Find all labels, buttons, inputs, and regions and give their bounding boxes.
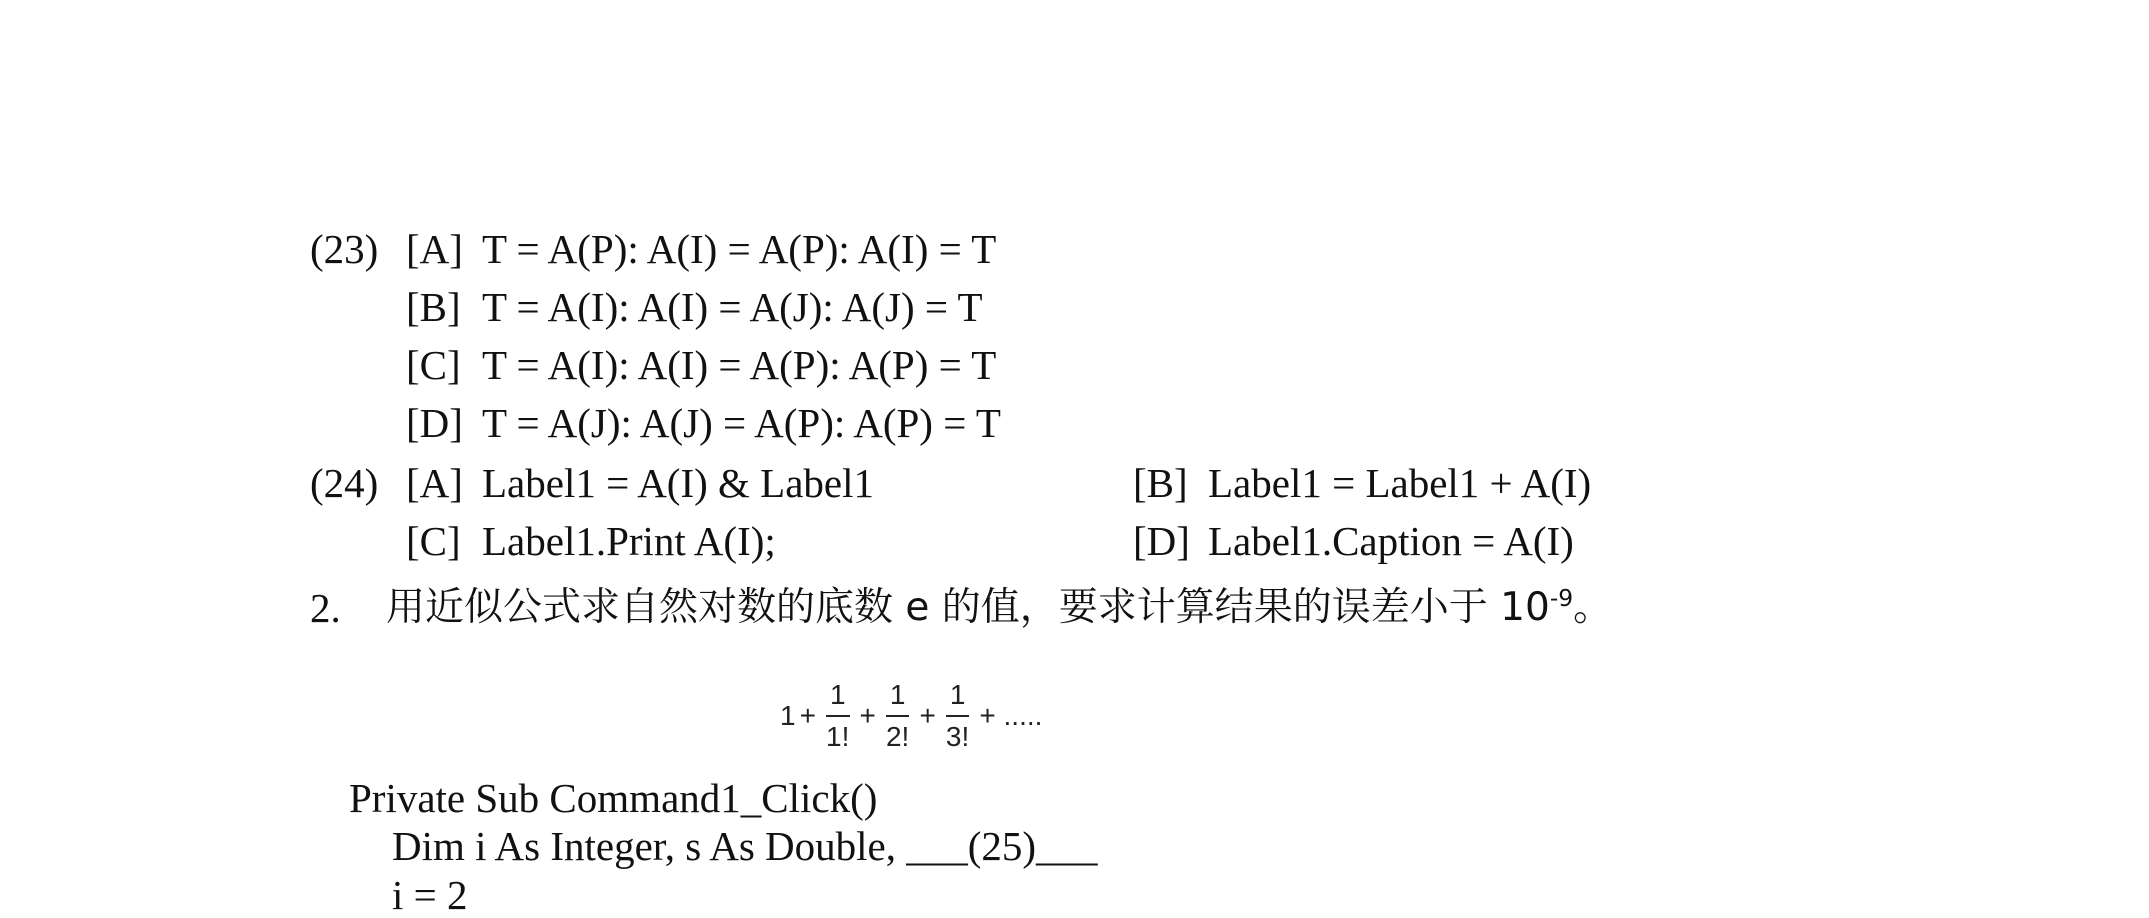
q23-row-a xyxy=(310,226,997,272)
q23-option-b-text: T = A(I): A(I) = A(J): A(J) = T xyxy=(482,284,983,330)
q24-option-b-label: [B] xyxy=(1133,460,1188,506)
fraction-3-denominator: 3! xyxy=(945,721,970,752)
fraction-1-denominator: 1! xyxy=(826,721,850,752)
q23-option-a-label: [A] xyxy=(406,226,463,272)
q24-option-b-text: Label1 = Label1 + A(I) xyxy=(1208,460,1592,506)
q23-number: (23) xyxy=(310,226,379,272)
fraction-1-numerator: 1 xyxy=(826,678,850,717)
series-formula xyxy=(780,678,1046,754)
q23-option-b-label: [B] xyxy=(406,284,461,330)
fraction-3-numerator: 1 xyxy=(946,678,970,717)
fraction-2-numerator: 1 xyxy=(886,678,910,717)
formula-tail: + ..... xyxy=(979,700,1043,731)
q23-option-c-text: T = A(I): A(I) = A(P): A(P) = T xyxy=(482,342,997,388)
q24-option-d-text: Label1.Caption = A(I) xyxy=(1208,518,1574,564)
formula-plus: + xyxy=(799,700,816,731)
fraction-2 xyxy=(886,678,910,754)
problem-2-number: 2. xyxy=(310,585,341,631)
q24-number: (24) xyxy=(310,460,379,506)
formula-lead: 1 xyxy=(780,700,796,731)
q23-option-c-label: [C] xyxy=(406,342,461,388)
q24-option-d-label: [D] xyxy=(1133,518,1190,564)
problem-2 xyxy=(310,583,1613,631)
q23-option-d-label: [D] xyxy=(406,400,463,446)
q23-option-a-text: T = A(P): A(I) = A(P): A(I) = T xyxy=(482,226,997,272)
fraction-1 xyxy=(826,678,850,754)
q24-option-c-label: [C] xyxy=(406,518,461,564)
exponent: -9 xyxy=(1549,583,1574,612)
q24-option-a-label: [A] xyxy=(406,460,463,506)
code-line-2: Dim i As Integer, s As Double, ___(25)___ xyxy=(392,823,1098,869)
formula-plus: + xyxy=(919,700,936,731)
q24-row-ab xyxy=(310,460,1592,506)
fraction-2-denominator: 2! xyxy=(885,721,910,752)
code-line-1: Private Sub Command1_Click() xyxy=(349,775,878,821)
code-line-3: i = 2 xyxy=(392,872,468,918)
q24-option-c-text: Label1.Print A(I); xyxy=(482,518,776,564)
formula-plus: + xyxy=(859,700,876,731)
q24-option-a-text: Label1 = A(I) & Label1 xyxy=(482,460,874,506)
problem-2-text: 用近似公式求自然对数的底数 e 的值，要求计算结果的误差小于 $10^{-9}$。 xyxy=(386,583,1613,630)
q23-option-d-text: T = A(J): A(J) = A(P): A(P) = T xyxy=(482,400,1001,446)
fraction-3 xyxy=(946,678,970,754)
